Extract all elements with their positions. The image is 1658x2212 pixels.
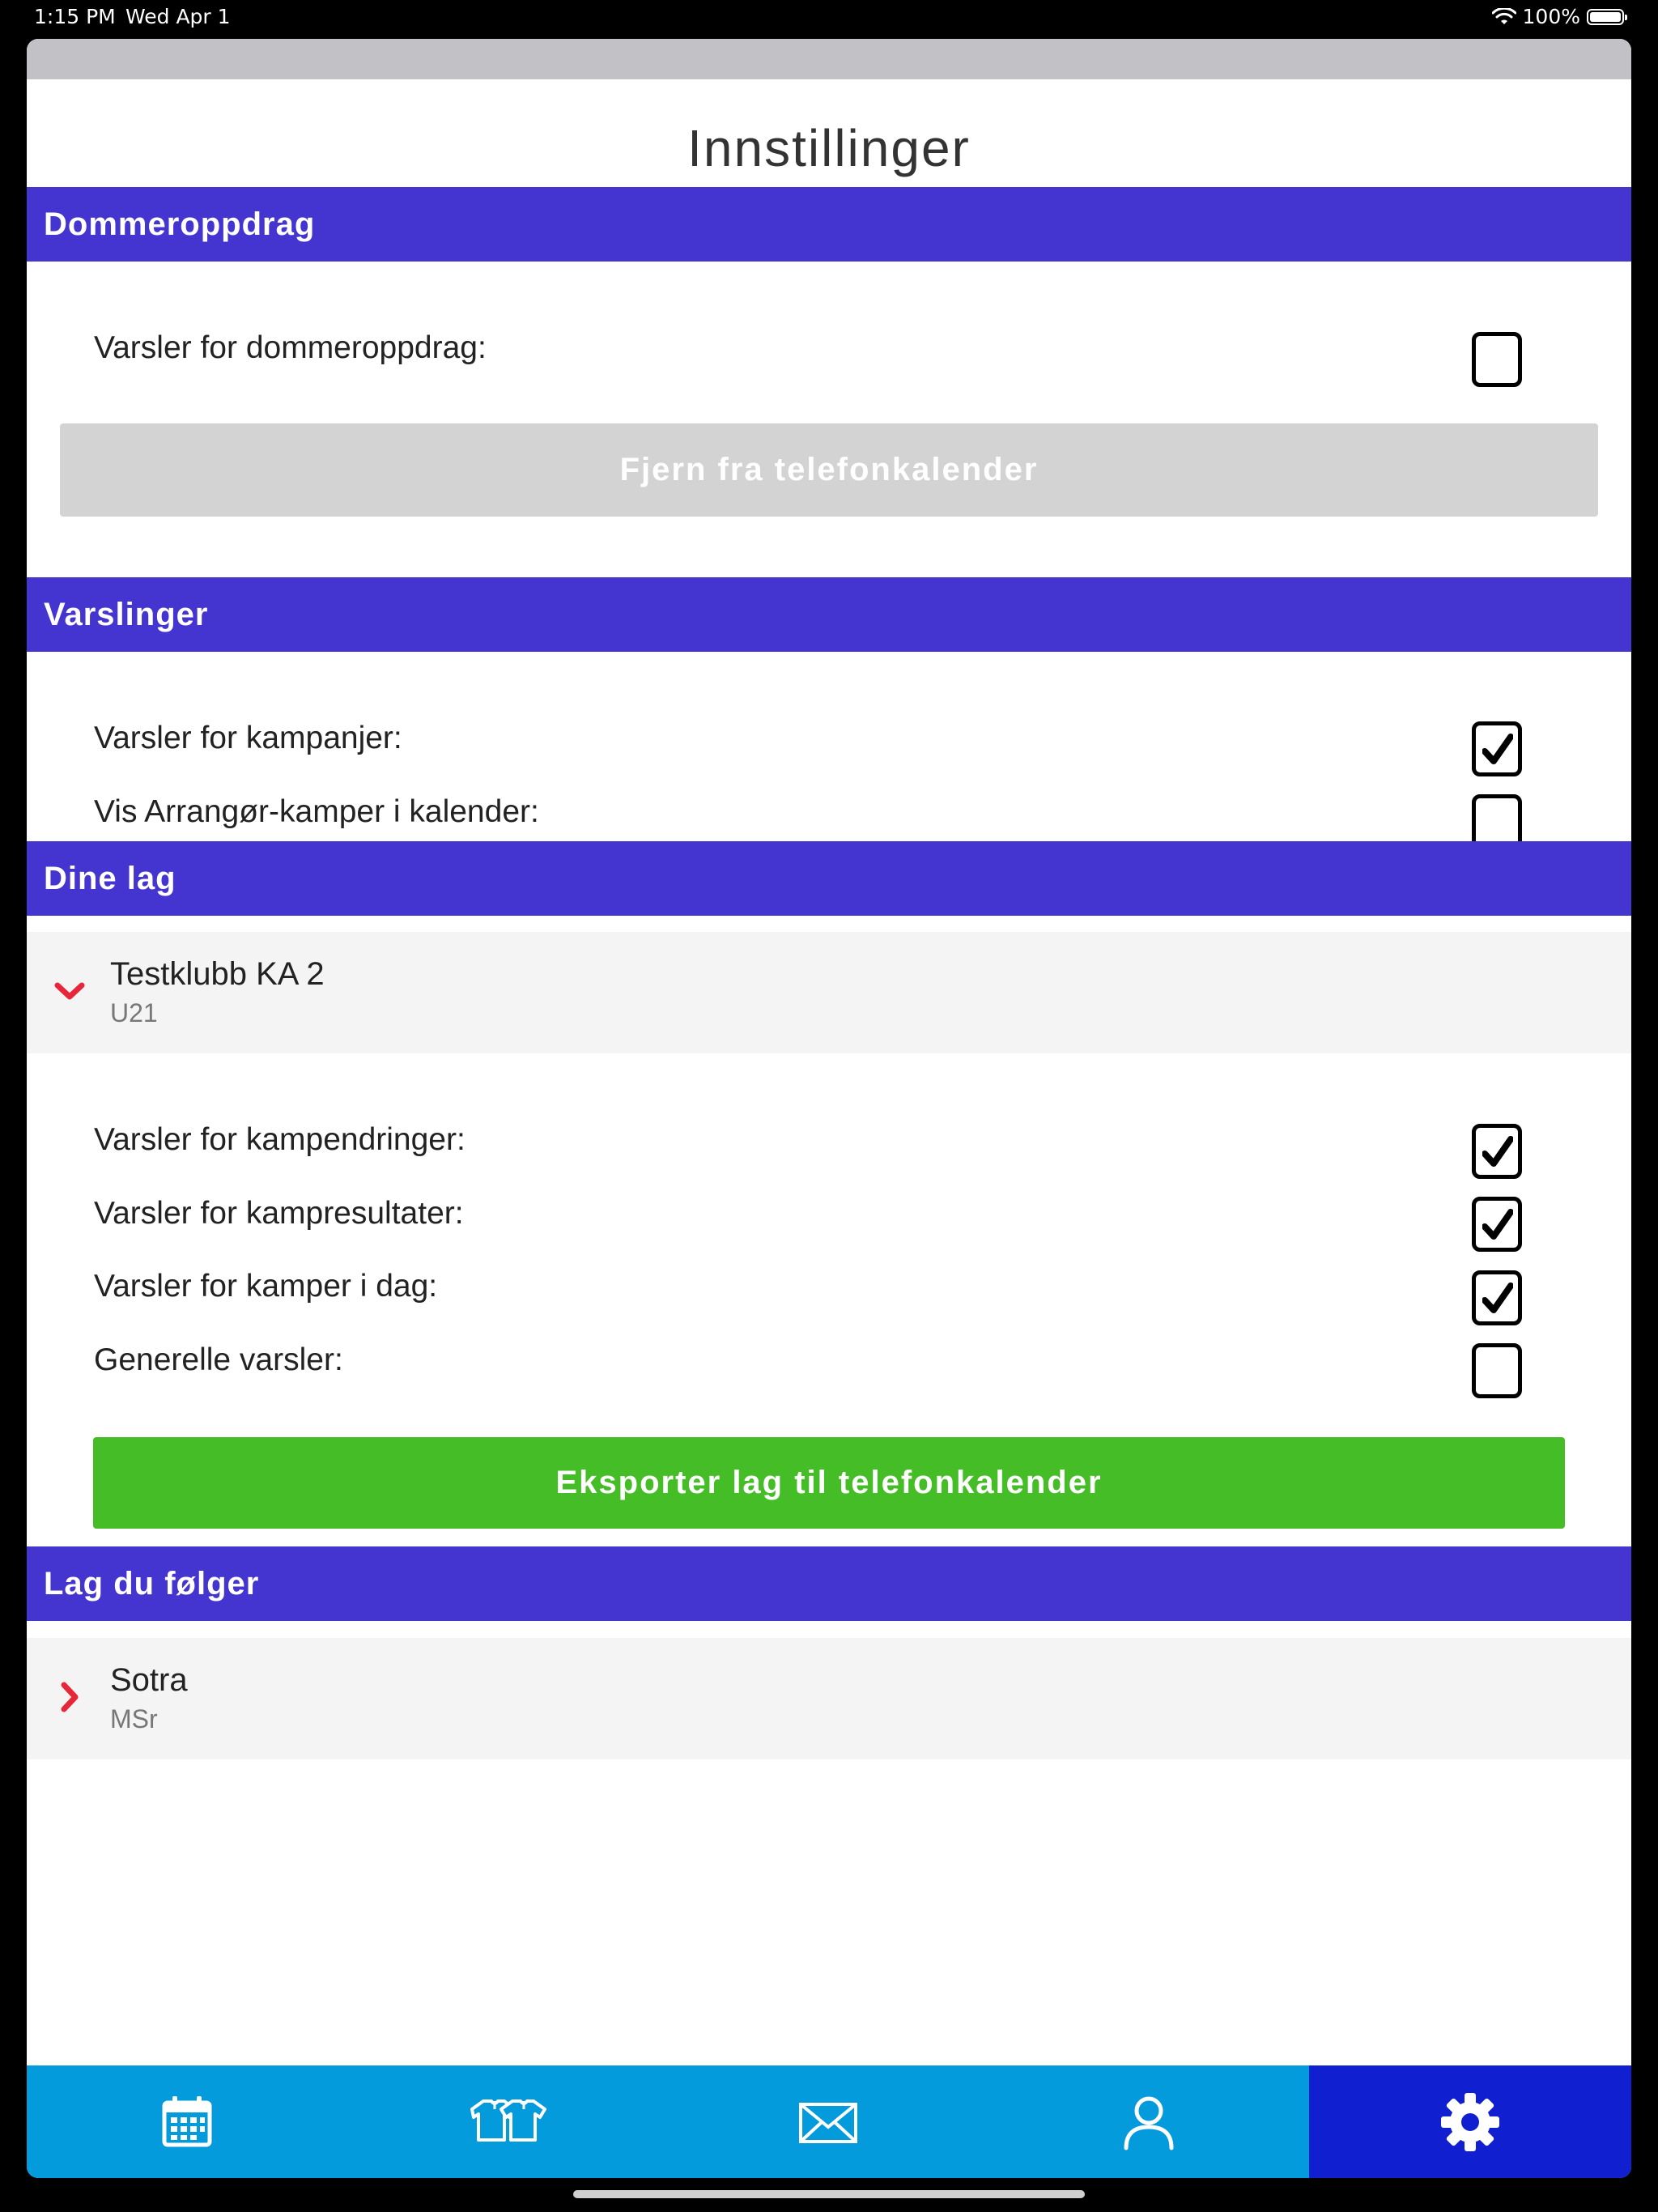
team-row-sotra[interactable] xyxy=(27,1638,1631,1759)
checkmark-icon xyxy=(1482,1133,1513,1172)
battery-icon xyxy=(1587,9,1624,25)
page-title: Innstillinger xyxy=(687,119,971,177)
campaign-notify-checkbox[interactable] xyxy=(1472,721,1522,776)
team-name: Sotra xyxy=(110,1662,188,1698)
matches-today-label: Varsler for kamper i dag: xyxy=(94,1269,438,1304)
gear-icon xyxy=(1438,2090,1503,2155)
section-header-dine-lag: Dine lag xyxy=(27,841,1631,916)
tab-teams[interactable] xyxy=(347,2065,668,2178)
referee-notify-label: Varsler for dommeroppdrag: xyxy=(94,330,487,365)
match-changes-checkbox[interactable] xyxy=(1472,1124,1522,1179)
tab-bar xyxy=(27,2065,1631,2178)
chevron-right-icon xyxy=(51,1678,88,1716)
general-notify-label: Generelle varsler: xyxy=(94,1342,343,1377)
team-class: U21 xyxy=(110,998,158,1027)
checkmark-icon xyxy=(1482,1206,1513,1244)
team-class: MSr xyxy=(110,1704,158,1733)
jerseys-icon xyxy=(467,2090,548,2155)
match-changes-label: Varsler for kampendringer: xyxy=(94,1122,466,1157)
app-window xyxy=(27,39,1631,2178)
remove-from-calendar-button[interactable]: Fjern fra telefonkalender xyxy=(60,423,1598,517)
status-bar xyxy=(0,0,1658,34)
tab-messages[interactable] xyxy=(668,2065,988,2178)
tab-calendar[interactable] xyxy=(27,2065,347,2178)
organizer-matches-label: Vis Arrangør-kamper i kalender: xyxy=(94,794,539,829)
mail-icon xyxy=(796,2090,861,2155)
calendar-icon xyxy=(155,2090,219,2155)
checkmark-icon xyxy=(1482,730,1513,769)
section-header-dommeroppdrag: Dommeroppdrag xyxy=(27,187,1631,262)
status-date: Wed Apr 1 xyxy=(125,5,231,28)
section-header-lag-du-folger: Lag du følger xyxy=(27,1546,1631,1621)
referee-notify-checkbox[interactable] xyxy=(1472,332,1522,387)
battery-percent: 100% xyxy=(1522,5,1580,28)
wifi-icon xyxy=(1492,8,1516,26)
home-indicator xyxy=(573,2190,1085,2198)
matches-today-checkbox[interactable] xyxy=(1472,1270,1522,1325)
status-right xyxy=(1492,5,1624,28)
export-team-button[interactable]: Eksporter lag til telefonkalender xyxy=(93,1437,1565,1529)
general-notify-checkbox[interactable] xyxy=(1472,1343,1522,1398)
match-results-label: Varsler for kampresultater: xyxy=(94,1196,464,1231)
user-icon xyxy=(1116,2090,1181,2155)
chevron-down-icon xyxy=(51,972,88,1010)
team-name: Testklubb KA 2 xyxy=(110,956,325,992)
section-header-varslinger: Varslinger xyxy=(27,577,1631,652)
campaign-notify-label: Varsler for kampanjer: xyxy=(94,721,402,755)
team-row-testklubb[interactable] xyxy=(27,932,1631,1053)
match-results-checkbox[interactable] xyxy=(1472,1197,1522,1252)
tab-settings[interactable] xyxy=(1309,2065,1631,2178)
tab-profile[interactable] xyxy=(988,2065,1309,2178)
status-time: 1:15 PM xyxy=(34,5,116,28)
checkmark-icon xyxy=(1482,1279,1513,1318)
top-bar xyxy=(27,39,1631,79)
